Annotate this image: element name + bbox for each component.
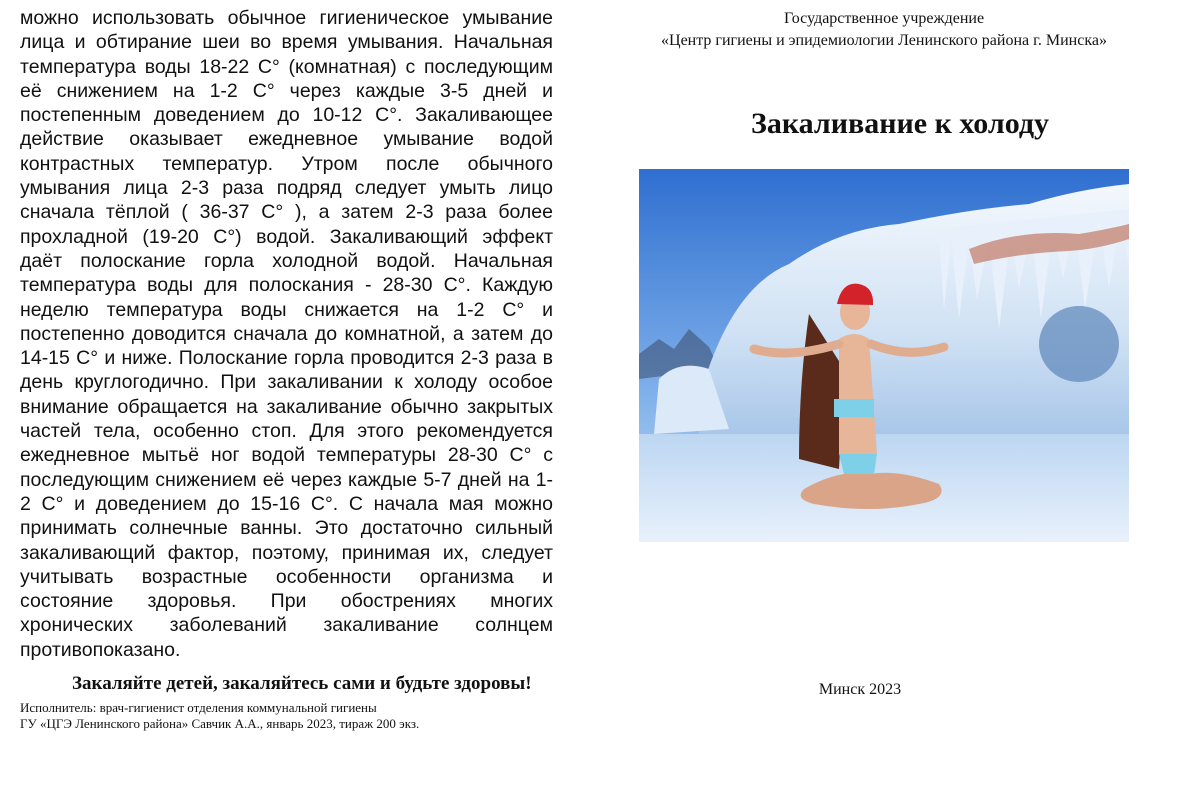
city-year: Минск 2023 xyxy=(818,681,902,698)
organization-line-2: «Центр гигиены и эпидемиологии Ленинского района г. Минска» xyxy=(661,32,1107,49)
credits-line-1: Исполнитель: врач-гигиенист отделения коммунальной гигиены xyxy=(20,700,377,716)
left-page xyxy=(20,6,553,732)
body-text: можно использовать обычное гигиеническое умывание лица и обтирание шеи во время умывания. Начальная температура воды 18-22 С° (комнатная) с последующим её снижением на 1-2 С° через каждые 3-5 дней и постепенным доведением до 10-12 С°. Закаливающее действие оказывает ежедневное умывание водой контрастных температур. Утром после обычного умывания лица 2-3 раза подряд следует умыть лицо сначала тёплой ( 36-37 С° ), а затем 2-3 раза более прохладной (19-20 С°) водой. Закаливающий эффект даёт полоскание горла холодной водой. Начальная температура воды для полоскания - 28-30 С°. Каждую неделю температура воды снижается на 1-2 С° и постепенно доводится сначала до комнатной, а затем до 14-15 С° и ниже. Полоскание горла проводится 2-3 раза в день круглогодично. При закаливании к холоду особое внимание обращается на закаливание обычно закрытых частей тела, особенно стоп. Для этого рекомендуется ежедневное мытьё ног водой температуры 28-30 С° с последующим снижением её через каждые 5-7 дней на 1-2 С° и доведением до 15-16 С°. С начала мая можно принимать солнечные ванны. Это достаточно сильный закаливающий фактор, поэтому, принимая их, следует учитывать возрастные особенности организма и состояние здоровья. При обострениях многих хронических заболеваний закаливание солнцем противопоказано. xyxy=(20,7,553,661)
ice-cave xyxy=(1039,306,1119,382)
right-page xyxy=(590,0,1178,800)
slogan: Закаляйте детей, закаляйтесь сами и будьте здоровы! xyxy=(72,673,532,695)
cover-photo xyxy=(639,169,1129,542)
organization-line-1: Государственное учреждение xyxy=(783,10,985,27)
credits-line-2: ГУ «ЦГЭ Ленинского района» Савчик А.А., январь 2023, тираж 200 экз. xyxy=(20,716,420,732)
organization-header xyxy=(590,8,1178,52)
brochure-title: Закаливание к холоду xyxy=(750,107,1050,140)
